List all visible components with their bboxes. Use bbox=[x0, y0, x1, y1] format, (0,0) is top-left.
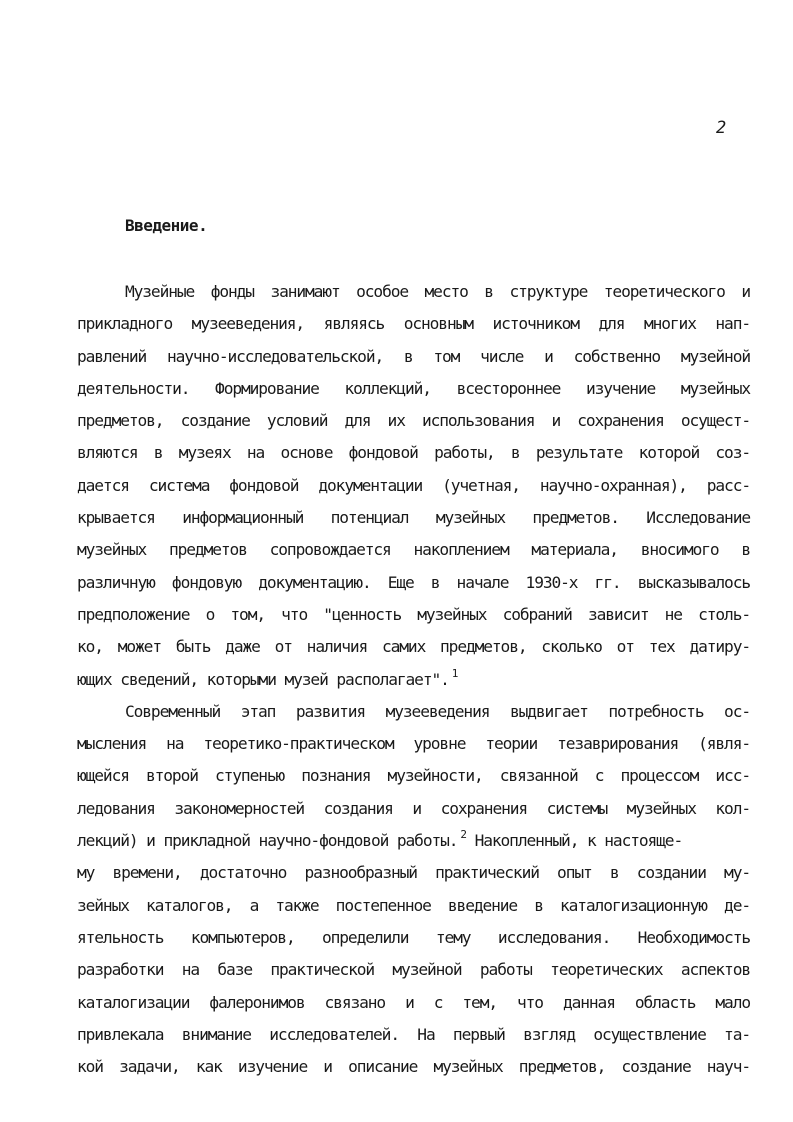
text-line: лекций) и прикладной научно-фондовой работы. $^2$ Накопленный, к настояще- bbox=[77, 828, 683, 851]
text-line: деятельности. Формирование коллекций, всестороннее изучение музейных bbox=[77, 378, 750, 398]
text-line: прикладного музееведения, являясь основным источником для многих нап- bbox=[77, 314, 750, 334]
text-line: предположение о том, что "ценность музейных собраний зависит не столь- bbox=[77, 604, 750, 624]
text-line: кой задачи, как изучение и описание музейных предметов, создание науч- bbox=[77, 1057, 750, 1077]
text-line: каталогизации фалеронимов связано и с тем, что данная область мало bbox=[77, 992, 750, 1012]
text-line: мысления на теоретико-практическом уровне теории тезаврирования (явля- bbox=[77, 734, 750, 754]
text-line: крывается информационный потенциал музейных предметов. Исследование bbox=[77, 508, 750, 528]
text-line: музейных предметов сопровождается накоплением материала, вносимого в bbox=[77, 540, 750, 560]
text-line: ятельность компьютеров, определили тему исследования. Необходимость bbox=[77, 927, 750, 947]
section-heading: Введение. bbox=[125, 216, 208, 235]
text-line: вляются в музеях на основе фондовой работы, в результате которой соз- bbox=[77, 443, 750, 463]
footnote-ref-2: 2 bbox=[460, 828, 466, 842]
text-line: дается система фондовой документации (учетная, научно-охранная), расс- bbox=[77, 475, 750, 495]
page-number: 2 bbox=[716, 118, 727, 138]
text-line: разработки на базе практической музейной работы теоретических аспектов bbox=[77, 960, 750, 980]
text-line: ледования закономерностей создания и сохранения системы музейных кол- bbox=[77, 798, 750, 818]
text-line: ющейся второй ступенью познания музейности, связанной с процессом исс- bbox=[77, 766, 750, 786]
text-line: зейных каталогов, а также постепенное введение в каталогизационную де- bbox=[77, 895, 750, 915]
text-line: равлений научно-исследовательской, в том числе и собственно музейной bbox=[77, 346, 750, 366]
text-line: ющих сведений, которыми музей располагает". $^1$ bbox=[77, 666, 458, 689]
text-line: му времени, достаточно разнообразный практический опыт в создании му- bbox=[77, 863, 750, 883]
text-line: Музейные фонды занимают особое место в структуре теоретического и bbox=[125, 282, 750, 301]
text-line: привлекала внимание исследователей. На первый взгляд осуществление та- bbox=[77, 1024, 750, 1044]
text-line: предметов, создание условий для их использования и сохранения осущест- bbox=[77, 411, 750, 431]
body-text bbox=[77, 276, 750, 1083]
text-line: ко, может быть даже от наличия самих предметов, сколько от тех датиру- bbox=[77, 637, 750, 657]
text-line: различную фондовую документацию. Еще в начале 1930-х гг. высказывалось bbox=[77, 572, 750, 592]
text-line: Современный этап развития музееведения выдвигает потребность ос- bbox=[125, 701, 750, 721]
footnote-ref-1: 1 bbox=[451, 666, 458, 680]
